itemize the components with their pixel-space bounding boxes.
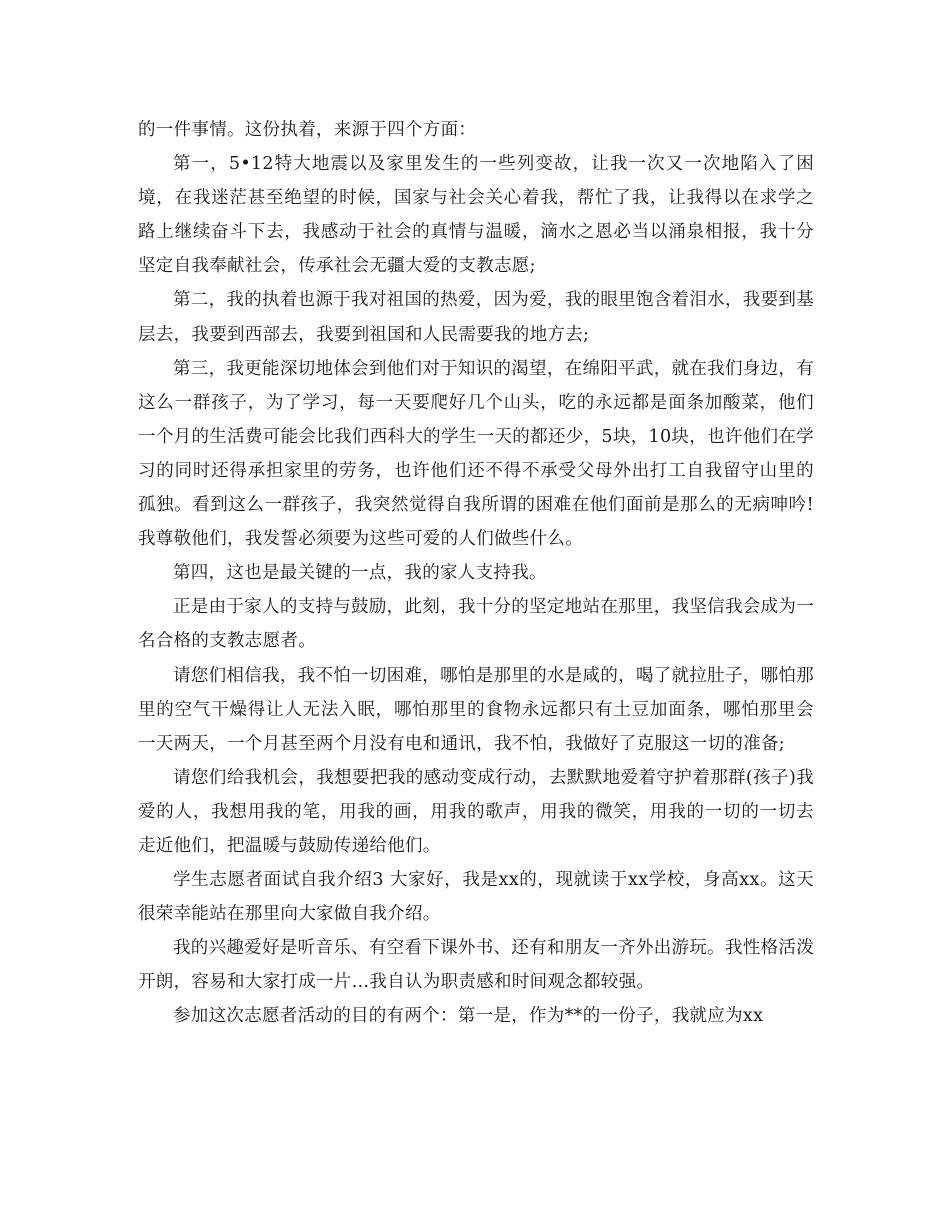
- document-body: [138, 113, 814, 1034]
- paragraph-1: 的一件事情。这份执着，来源于四个方面：: [138, 120, 477, 140]
- paragraph-5: 第四，这也是最关键的一点，我的家人支持我。: [173, 563, 547, 584]
- paragraph-9: 学生志愿者面试自我介绍3 大家好，我是xx的，现就读于xx学校，身高xx。这天很荣幸能站在那里向大家做自我介绍。: [138, 870, 814, 925]
- paragraph-4: 第三，我更能深切地体会到他们对于知识的渴望，在绵阳平武，就在我们身边，有这么一群孩子，为了学习，每一天要爬好几个山头，吃的永远都是面条加酸菜，他们一个月的生活费可能会比我们西科大的学生一天的都还少，5块，10块，也许他们在学习的同时还得承担家里的劳务，也许他们还不得不承受父母外出打工自我留守山里的孤独。看到这么一群孩子，我突然觉得自我所谓的困难在他们面前是那么的无病呻吟!我尊敬他们，我发誓必须要为这些可爱的人们做些什么。: [138, 358, 814, 550]
- paragraph-6: 正是由于家人的支持与鼓励，此刻，我十分的坚定地站在那里，我坚信我会成为一名合格的支教志愿者。: [138, 597, 814, 652]
- paragraph-11: 参加这次志愿者活动的目的有两个：第一是，作为**的一份子，我就应为xx: [173, 1006, 764, 1027]
- paragraph-10: 我的兴趣爱好是听音乐、有空看下课外书、还有和朋友一齐外出游玩。我性格活泼开朗，容易和大家打成一片…我自认为职责感和时间观念都较强。: [138, 938, 814, 993]
- paragraph-2: 第一，5•12特大地震以及家里发生的一些列变故，让我一次又一次地陷入了困境，在我迷茫甚至绝望的时候，国家与社会关心着我，帮忙了我，让我得以在求学之路上继续奋斗下去，我感动于社会的真情与温暖，滴水之恩必当以涌泉相报，我十分坚定自我奉献社会，传承社会无疆大爱的支教志愿;: [138, 154, 814, 277]
- paragraph-8: 请您们给我机会，我想要把我的感动变成行动，去默默地爱着守护着那群(孩子)我爱的人，我想用我的笔，用我的画，用我的歌声，用我的微笑，用我的一切的一切去走近他们，把温暖与鼓励传递给他们。: [138, 767, 814, 856]
- paragraph-7: 请您们相信我，我不怕一切困难，哪怕是那里的水是咸的，喝了就拉肚子，哪怕那里的空气干燥得让人无法入眠，哪怕那里的食物永远都只有土豆加面条，哪怕那里会一天两天，一个月甚至两个月没有电和通讯，我不怕，我做好了克服这一切的准备;: [138, 665, 814, 754]
- paragraph-3: 第二，我的执着也源于我对祖国的热爱，因为爱，我的眼里饱含着泪水，我要到基层去，我要到西部去，我要到祖国和人民需要我的地方去;: [138, 290, 814, 345]
